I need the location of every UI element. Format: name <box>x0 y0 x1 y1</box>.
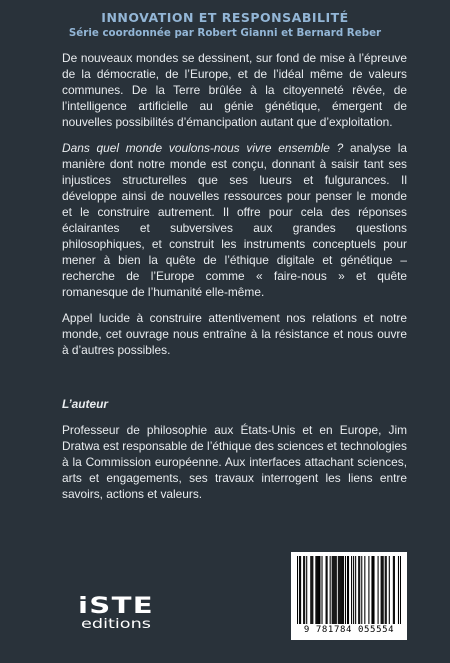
barcode-bar <box>389 556 390 624</box>
back-cover-description <box>62 50 407 368</box>
barcode-bar <box>321 556 322 624</box>
barcode-bar <box>336 556 337 624</box>
barcode-bar <box>317 556 318 624</box>
barcode-bar <box>383 556 384 624</box>
barcode-bar <box>334 556 335 624</box>
barcode-bar <box>371 556 372 624</box>
barcode-bar <box>398 556 399 624</box>
barcode-bar <box>351 556 352 624</box>
barcode-bar <box>311 556 312 624</box>
logo-wordmark: iSTE <box>78 594 154 619</box>
description-paragraph-3: Appel lucide à construire attentivement nos relations et notre monde, cet ouvrage nous entraîne à la résistance et nous ouvre à d’autres possibles. <box>62 311 407 357</box>
barcode-bar <box>368 556 369 624</box>
barcode-bar <box>330 556 331 624</box>
barcode-bar <box>400 556 401 624</box>
barcode-bar <box>393 556 394 624</box>
barcode-bar <box>341 556 342 624</box>
barcode-bar <box>300 556 301 624</box>
description-paragraph-2 <box>62 140 407 300</box>
barcode-bar <box>332 556 333 624</box>
barcode-bar <box>315 556 316 624</box>
barcode-bar <box>342 556 343 624</box>
barcode-bar <box>348 556 349 624</box>
series-title: INNOVATION ET RESPONSABILITÉ <box>101 10 349 25</box>
barcode-bar <box>353 556 354 624</box>
barcode-bar <box>386 556 387 624</box>
barcode-bar <box>310 556 311 624</box>
barcode-bar <box>297 556 298 624</box>
author-bio: Professeur de philosophie aux États-Unis et en Europe, Jim Dratwa est responsable de l’éthique des sciences et technologies à la Commission européenne. Aux interfaces attachant sciences, arts et engagements, ses travaux interrogent les liens entre savoirs, actions et valeurs. <box>62 423 407 501</box>
barcode-bar <box>355 556 356 624</box>
barcode-bar <box>318 556 319 624</box>
author-heading: L’auteur <box>62 397 109 411</box>
barcode-bar <box>299 556 300 624</box>
barcode-bar <box>382 556 383 624</box>
barcode-bar <box>381 556 382 624</box>
barcode-bar <box>378 556 379 624</box>
barcode-bar <box>361 556 362 624</box>
barcode-bar <box>335 556 336 624</box>
barcode-bar <box>385 556 386 624</box>
barcode-bar <box>373 556 374 624</box>
barcode-bar <box>340 556 341 624</box>
isbn-barcode <box>291 552 407 640</box>
barcode-bar <box>326 556 327 624</box>
barcode-bar <box>303 556 304 624</box>
series-header <box>0 10 450 41</box>
barcode-bar <box>347 556 348 624</box>
barcode-bar <box>338 556 339 624</box>
iste-editions-logo <box>76 592 156 632</box>
barcode-bar <box>333 556 334 624</box>
barcode-bar <box>372 556 373 624</box>
author-section <box>62 396 407 502</box>
barcode-bar <box>304 556 305 624</box>
isbn-digits: 9 781784 055554 <box>303 625 395 635</box>
series-coordination: Série coordonnée par Robert Gianni et Bernard Reber <box>68 27 382 39</box>
logo-subtitle: editions <box>81 617 152 632</box>
book-title-italic: Dans quel monde voulons-nous vivre ensemble ? <box>62 141 344 155</box>
barcode-bar <box>327 556 328 624</box>
barcode-bar <box>306 556 307 624</box>
barcode-bar <box>394 556 395 624</box>
barcode-bar <box>312 556 313 624</box>
barcode-bar <box>364 556 365 624</box>
barcode-bar <box>339 556 340 624</box>
description-paragraph-2-text: analyse la manière dont notre monde est conçu, donnant à saisir tant ses injustices structurelles que ses lueurs et fulgurances. Il développe ainsi de nouvelles ressources pour penser le monde et le construire autrement. Il offre pour cela des réponses éclairantes et subversives aux grandes questions philosophiques, et construit les instruments conceptuels pour mener à bien la quête de l’éthique digitale et génétique – recherche de l’Europe comme « faire-nous » et quête romanesque de l’humanité elle-même. <box>62 141 407 299</box>
barcode-bar <box>359 556 360 624</box>
barcode-bar <box>316 556 317 624</box>
barcode-bar <box>358 556 359 624</box>
barcode-bar <box>343 556 344 624</box>
barcode-bars <box>297 556 401 624</box>
description-paragraph-1: De nouveaux mondes se dessinent, sur fond de mise à l’épreuve de la démocratie, de l’Europe, et de l’idéal même de valeurs communes. De la Terre brûlée à la citoyenneté rêvée, de l’intelligence artificielle au génie génétique, émergent de nouvelles possibilités d’émancipation autant que d’exploitation. <box>62 51 407 129</box>
barcode-bar <box>345 556 346 624</box>
barcode-bar <box>319 556 320 624</box>
